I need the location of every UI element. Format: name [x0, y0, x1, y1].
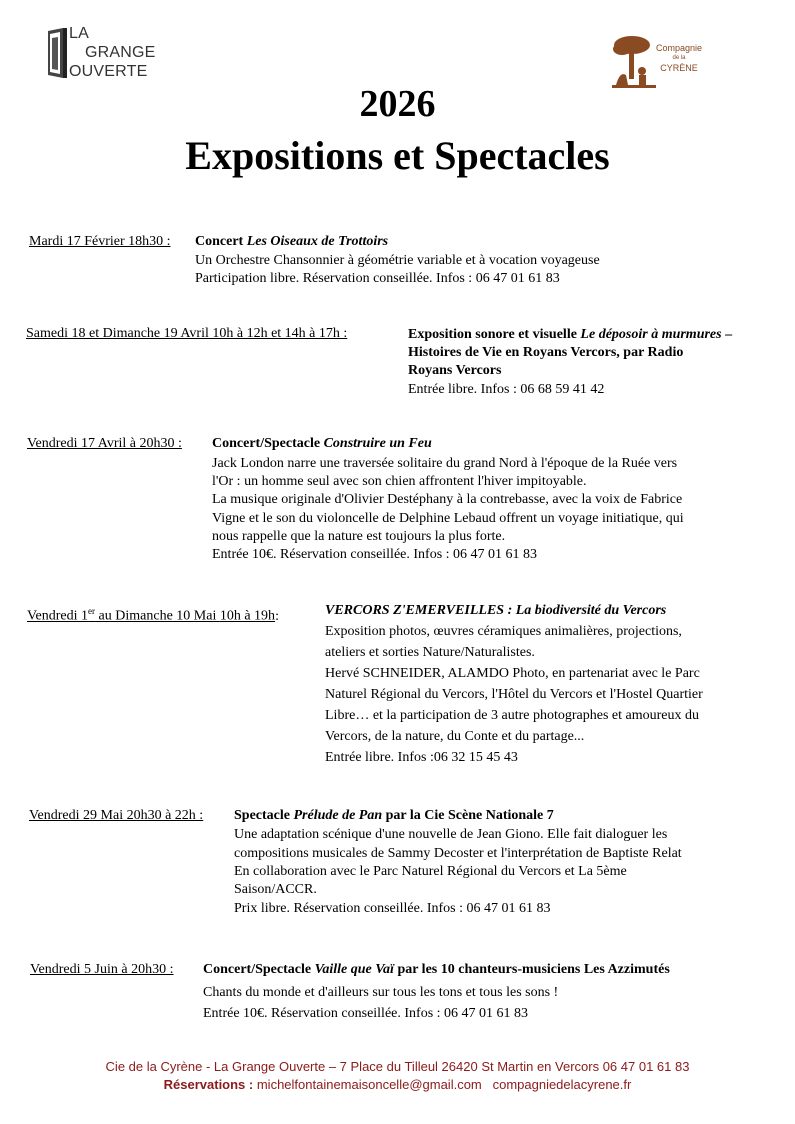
- event-line: Chants du monde et d'ailleurs sur tous les tons et tous les sons !: [203, 985, 559, 1000]
- event-title-rest: par les 10 chanteurs-musiciens Les Azzimutés: [393, 962, 670, 977]
- event-date-part: Vendredi 1: [27, 608, 89, 624]
- event-date-text: Vendredi 29 Mai 20h30 à 22h :: [29, 808, 204, 823]
- logo-right-line2: de la: [672, 55, 686, 61]
- event-kind: Concert: [195, 234, 247, 249]
- event-line: l'Or : un homme seul avec son chien affrontent l'hiver impitoyable.: [212, 474, 587, 489]
- event-work: Prélude de Pan: [293, 808, 383, 823]
- footer-website[interactable]: compagniedelacyrene.fr: [481, 1077, 632, 1092]
- event-work: VERCORS Z'EMERVEILLES : La biodiversité du Vercors: [325, 603, 667, 618]
- logo-right-line1: Compagnie: [655, 43, 703, 53]
- logo-right-text: [654, 43, 704, 73]
- event-line: Prix libre. Réservation conseillée. Infos : 06 47 01 61 83: [234, 901, 551, 916]
- event-line: Vercors, de la nature, du Conte et du partage...: [325, 729, 585, 744]
- footer-email[interactable]: michelfontainemaisoncelle@gmail.com: [253, 1077, 482, 1092]
- page-year: 2026: [359, 83, 436, 125]
- event-line: Un Orchestre Chansonnier à géométrie variable et à vocation voyageuse: [195, 253, 600, 268]
- event-date-text: Vendredi 17 Avril à 20h30 :: [27, 436, 182, 451]
- event-work: Les Oiseaux de Trottoirs: [246, 234, 389, 249]
- event-title-line: Royans Vercors: [408, 363, 502, 378]
- event-line: ateliers et sorties Nature/Naturalistes.: [325, 645, 535, 660]
- event-kind: Exposition sonore et visuelle: [408, 327, 581, 342]
- event-date-sup: er: [88, 606, 96, 616]
- event-kind: Spectacle: [234, 808, 294, 823]
- event-kind: Concert/Spectacle: [203, 962, 315, 977]
- grange-logo: [47, 26, 182, 82]
- footer-reservations: [0, 1076, 795, 1094]
- event-line: La musique originale d'Olivier Destéphany à la contrebasse, avec la voix de Fabrice: [212, 492, 683, 507]
- event-date-colon: :: [275, 608, 279, 624]
- footer-res-label: Réservations :: [163, 1077, 254, 1092]
- event-line: Une adaptation scénique d'une nouvelle de Jean Giono. Elle fait dialoguer les: [234, 827, 668, 842]
- event-line: Libre… et la participation de 3 autre photographes et amoureux du: [325, 708, 699, 723]
- logo-left-line2: GRANGE: [85, 44, 156, 61]
- event-line: Participation libre. Réservation conseillée. Infos : 06 47 01 61 83: [195, 271, 560, 286]
- event-work: Vaille que Vaï: [314, 962, 394, 977]
- event-work: Le déposoir à murmures: [580, 327, 722, 342]
- event-date-text: Samedi 18 et Dimanche 19 Avril 10h à 12h et 14h à 17h :: [26, 326, 348, 341]
- event-date: [29, 233, 171, 251]
- event-title: [408, 326, 732, 344]
- event-title: [212, 435, 432, 453]
- event-title: [234, 807, 554, 825]
- event-line: compositions musicales de Sammy Decoster et l'interprétation de Baptiste Relat: [234, 846, 682, 861]
- event-date-text: Vendredi 5 Juin à 20h30 :: [30, 962, 174, 977]
- footer-address: Cie de la Cyrène - La Grange Ouverte – 7 Place du Tilleul 26420 St Martin en Vercors 06 47 01 61 83: [105, 1059, 690, 1074]
- event-line: nous rappelle que la nature est toujours la plus forte.: [212, 529, 506, 544]
- event-line: Exposition photos, œuvres céramiques animalières, projections,: [325, 624, 682, 639]
- event-title: [203, 961, 670, 979]
- logo-left-line1: LA: [69, 25, 89, 42]
- event-line: Entrée libre. Infos :06 32 15 45 43: [325, 750, 518, 765]
- door-icon: [47, 28, 69, 80]
- event-date-part: au Dimanche 10 Mai: [95, 608, 220, 624]
- event-line: Saison/ACCR.: [234, 882, 317, 897]
- event-line: Vigne et le son du violoncelle de Delphine Lebaud offrent un voyage initiatique, qui: [212, 511, 684, 526]
- event-title-rest: –: [721, 327, 733, 342]
- event-date-text: Mardi 17 Février 18h30 :: [29, 234, 171, 249]
- event-line: Entrée 10€. Réservation conseillée. Infos : 06 47 01 61 83: [203, 1006, 529, 1021]
- event-title: [325, 602, 666, 620]
- event-date: [27, 602, 279, 626]
- event-line: Entrée 10€. Réservation conseillée. Infos : 06 47 01 61 83: [212, 547, 538, 562]
- event-date: [26, 325, 347, 343]
- event-kind: Concert/Spectacle: [212, 436, 324, 451]
- event-line: Naturel Régional du Vercors, l'Hôtel du Vercors et l'Hostel Quartier: [325, 687, 703, 702]
- event-date-part: 10h à 19h: [219, 608, 276, 624]
- event-date: [29, 807, 203, 825]
- logo-left-line3: OUVERTE: [69, 63, 148, 80]
- event-line: Hervé SCHNEIDER, ALAMDO Photo, en partenariat avec le Parc: [325, 666, 700, 681]
- event-line: En collaboration avec le Parc Naturel Régional du Vercors et La 5ème: [234, 864, 627, 879]
- event-date: [27, 435, 182, 453]
- cyrene-logo: [612, 35, 704, 89]
- logo-right-line3: CYRÈNE: [660, 63, 698, 73]
- event-line: Jack London narre une traversée solitaire du grand Nord à l'époque de la Ruée vers: [212, 456, 678, 471]
- page-title: Expositions et Spectacles: [185, 133, 610, 178]
- event-title: [195, 233, 388, 251]
- event-title-line: Histoires de Vie en Royans Vercors, par Radio: [408, 345, 684, 360]
- event-title-rest: par la Cie Scène Nationale 7: [382, 808, 554, 823]
- tree-icon: [612, 35, 656, 89]
- event-date: [30, 961, 173, 979]
- event-work: Construire un Feu: [323, 436, 432, 451]
- event-line: Entrée libre. Infos : 06 68 59 41 42: [408, 382, 605, 397]
